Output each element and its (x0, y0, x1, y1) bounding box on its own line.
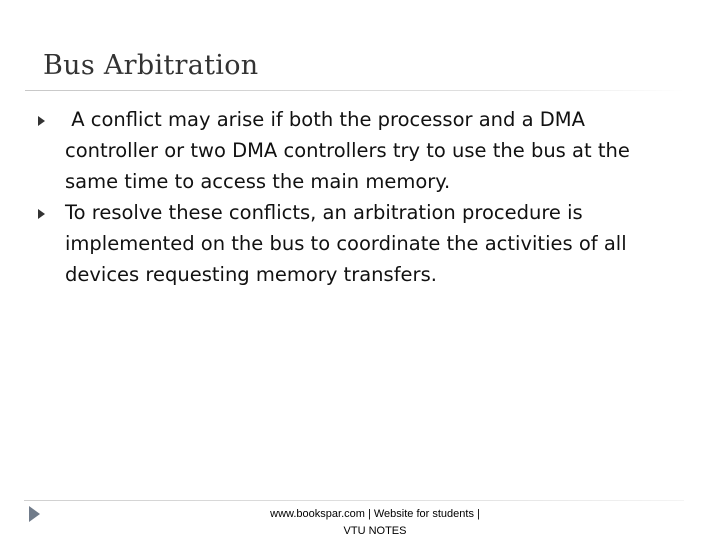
footer-divider (24, 500, 684, 501)
bullet-list (36, 104, 676, 290)
footer-line-2: VTU NOTES (343, 525, 407, 537)
triangle-bullet-icon (38, 209, 45, 219)
triangle-corner-icon (29, 506, 40, 522)
slide-title: Bus Arbitration (43, 50, 259, 81)
footer-credit (230, 506, 520, 540)
bullet-item (36, 104, 676, 197)
triangle-bullet-icon (38, 116, 45, 126)
footer-line-1: www.bookspar.com | Website for students | (270, 508, 480, 520)
bullet-text: A conflict may arise if both the processor and a DMA controller or two DMA controllers try to use the bus at the same time to access the main memory. (65, 108, 637, 193)
title-divider (25, 90, 685, 91)
bullet-text: To resolve these conflicts, an arbitration procedure is implemented on the bus to coordinate the activities of all devices requesting memory transfers. (65, 201, 627, 286)
bullet-item (36, 197, 676, 290)
